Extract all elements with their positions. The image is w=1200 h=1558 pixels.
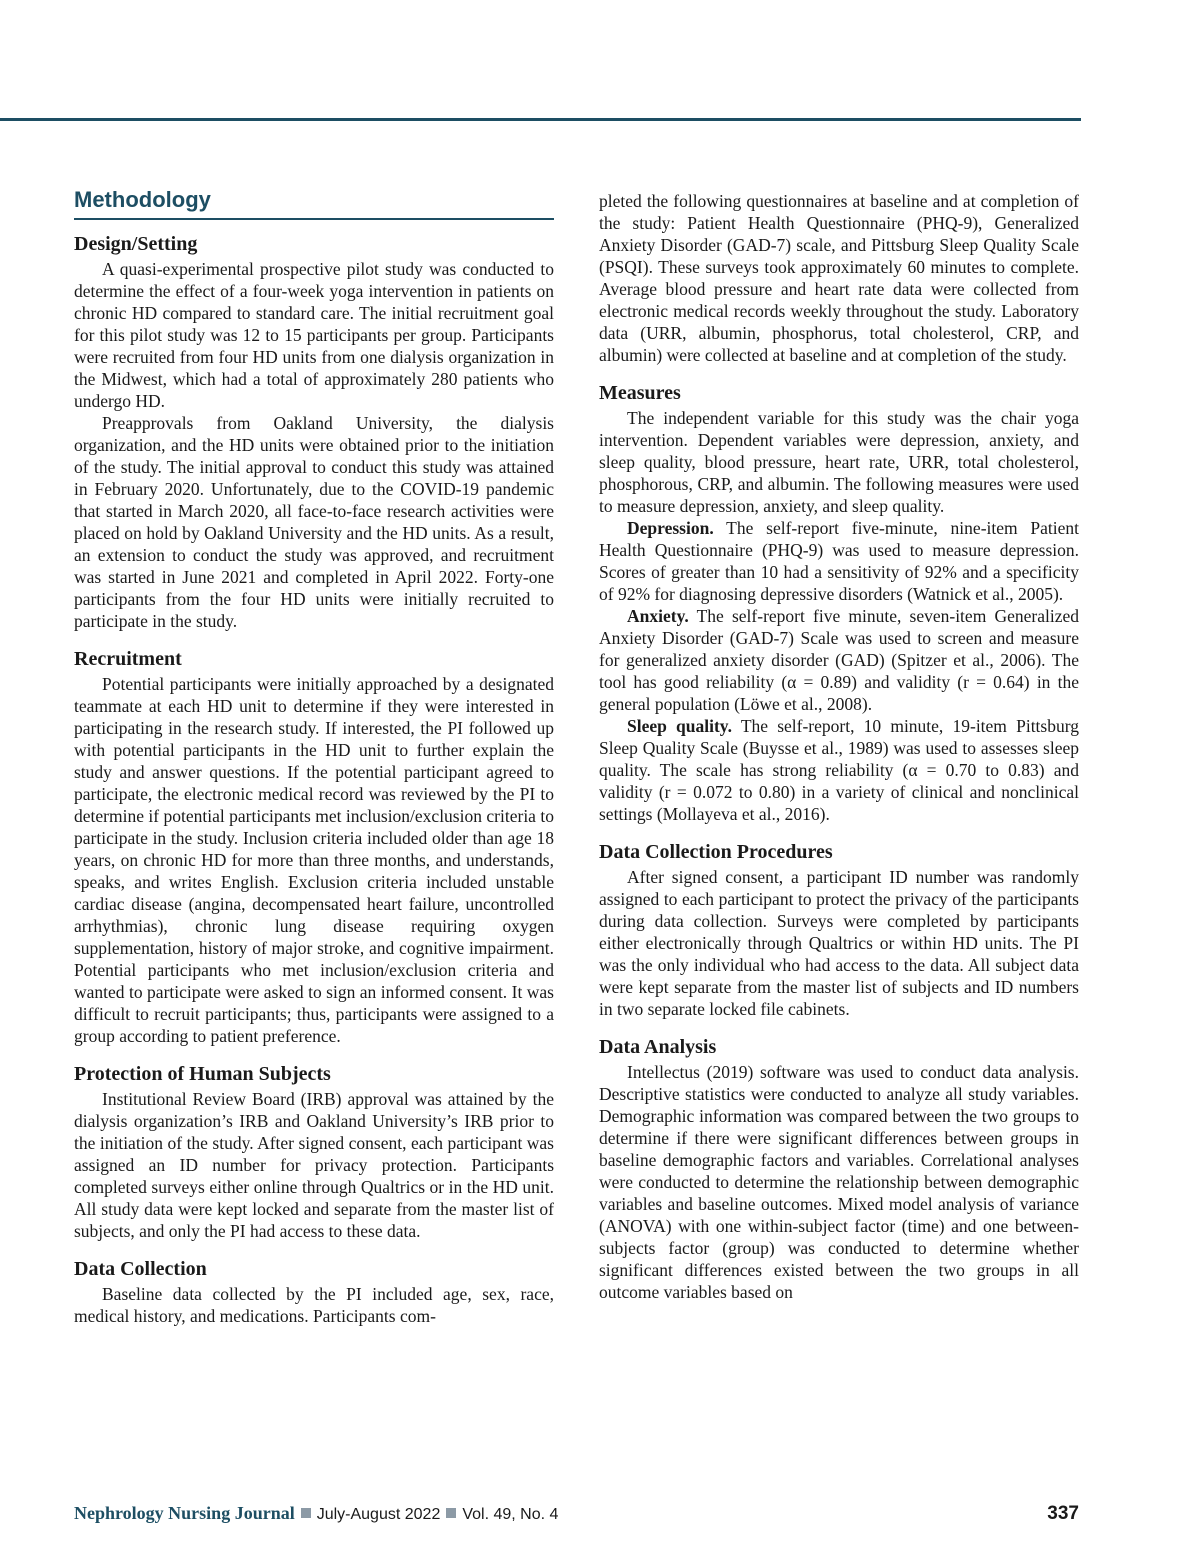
protection-paragraph: Institutional Review Board (IRB) approval was attained by the dialysis organization’s IRB and Oakland University’s IRB prior to the initiation of the study. After signed consent, each participant was assigned an ID number for privacy protection. Participants completed surveys either online through Qualtrics or in the HD unit. All study data were kept locked and separate from the master list of subjects, and only the PI had access to these data. (74, 1089, 554, 1241)
footer-citation (74, 1503, 558, 1524)
depression-paragraph (599, 517, 1079, 605)
issue-date: July-August 2022 (316, 1506, 441, 1523)
sleep-text: The self-report, 10 minute, 19-item Pittsburg Sleep Quality Scale (Buysse et al., 1989) was used to assesses sleep quality. The scale has strong reliability (α = 0.70 to 0.83) and validity (r = 0.072 to 0.80) in a variety of clinical and nonclinical settings (Mollayeva et al., 2016). (599, 716, 1079, 824)
anxiety-label: Anxiety. (627, 606, 689, 626)
procedures-heading: Data Collection Procedures (599, 841, 833, 863)
data-collection-continued: pleted the following questionnaires at baseline and at completion of the study: Patient Health Questionnaire (PHQ-9), Generalized Anxiety Disorder (GAD-7) scale, and Pittsburg Sleep Quality Scale (PSQI). These surveys took approximately 60 minutes to complete. Average blood pressure and heart rate data were collected from electronic medical records weekly throughout the study. Laboratory data (URR, albumin, phosphorus, total cholesterol, CRP, and albumin) were collected at baseline and at completion of the study. (599, 191, 1079, 365)
design-heading: Design/Setting (74, 233, 198, 255)
sleep-label: Sleep quality. (627, 716, 732, 736)
sleep-paragraph (599, 715, 1079, 825)
depression-text: The self-report five-minute, nine-item Patient Health Questionnaire (PHQ-9) was used to measure depression. Scores of greater than 10 had a sensitivity of 92% and a specificity of 92% for diagnosing depressive disorders (Watnick et al., 2005). (599, 518, 1079, 604)
journal-name: Nephrology Nursing Journal (74, 1503, 295, 1523)
page-footer (74, 1503, 1079, 1527)
separator-square-icon (446, 1508, 456, 1518)
recruitment-heading: Recruitment (74, 648, 182, 670)
right-column (599, 190, 1079, 1303)
anxiety-text: The self-report five minute, seven-item Generalized Anxiety Disorder (GAD-7) Scale was used to screen and measure for generalized anxiety disorder (GAD) (Spitzer et al., 2006). The tool has good reliability (α = 0.89) and validity (r = 0.64) in the general population (Löwe et al., 2008). (599, 606, 1079, 714)
analysis-paragraph: Intellectus (2019) software was used to conduct data analysis. Descriptive statistics were conducted to analyze all study variables. Demographic information was compared between the two groups to determine if there were significant differences between groups in baseline demographic factors and variables. Correlational analyses were conducted to determine the relationship between demographic variables and baseline outcomes. Mixed model analysis of variance (ANOVA) with one within-subject factor (time) and one between-subjects factor (group) was conducted to determine whether significant differences existed between the two groups in all outcome variables based on (599, 1062, 1079, 1302)
analysis-heading: Data Analysis (599, 1036, 717, 1058)
anxiety-paragraph (599, 605, 1079, 715)
page-number: 337 (1047, 1503, 1079, 1524)
measures-heading: Measures (599, 382, 681, 404)
protection-heading: Protection of Human Subjects (74, 1063, 331, 1085)
section-title: Methodology (74, 186, 554, 220)
separator-square-icon (301, 1508, 311, 1518)
left-column (74, 186, 554, 1327)
depression-label: Depression. (627, 518, 714, 538)
measures-paragraph: The independent variable for this study was the chair yoga intervention. Dependent variables were depression, anxiety, and sleep quality, blood pressure, heart rate, URR, total cholesterol, phosphorous, CRP, and albumin. The following measures were used to measure depression, anxiety, and sleep quality. (599, 408, 1079, 516)
design-paragraph-1: A quasi-experimental prospective pilot study was conducted to determine the effect of a four-week yoga intervention in patients on chronic HD compared to standard care. The initial recruitment goal for this pilot study was 12 to 15 participants per group. Participants were recruited from four HD units from one dialysis organization in the Midwest, which had a total of approximately 280 patients who undergo HD. (74, 259, 554, 411)
top-rule (0, 118, 1081, 121)
recruitment-paragraph: Potential participants were initially approached by a designated teammate at each HD unit to determine if they were interested in participating in the research study. If interested, the PI followed up with potential participants in the HD unit to further explain the study and answer questions. If the potential participant agreed to participate, the electronic medical record was reviewed by the PI to determine if potential participants met inclusion/exclusion criteria to participate in the study. Inclusion criteria included older than age 18 years, on chronic HD for more than three months, and understands, speaks, and writes English. Exclusion criteria included unstable cardiac disease (angina, decompensated heart failure, uncontrolled arrhythmias), chronic lung disease requiring oxygen supplementation, history of major stroke, and cognitive impairment. Potential participants who met inclusion/exclusion criteria and wanted to participate were asked to sign an informed consent. It was difficult to recruit participants; thus, participants were assigned to a group according to patient preference. (74, 674, 554, 1046)
design-paragraph-2: Preapprovals from Oakland University, the dialysis organization, and the HD units were obtained prior to the initiation of the study. The initial approval to conduct this study was attained in February 2020. Unfortunately, due to the COVID-19 pandemic that started in March 2020, all face-to-face research activities were placed on hold by Oakland University and the HD units. As a result, an extension to conduct the study was approved, and recruitment was started in June 2021 and completed in April 2022. Forty-one participants from the four HD units were initially recruited to participate in the study. (74, 413, 554, 631)
data-collection-paragraph: Baseline data collected by the PI included age, sex, race, medical history, and medications. Participants com- (74, 1284, 554, 1326)
volume-issue: Vol. 49, No. 4 (462, 1506, 559, 1523)
data-collection-heading: Data Collection (74, 1258, 207, 1280)
procedures-paragraph: After signed consent, a participant ID number was randomly assigned to each participant to protect the privacy of the participants during data collection. Surveys were completed by participants either electronically through Qualtrics or within HD units. The PI was the only individual who had access to the data. All subject data were kept separate from the master list of subjects and ID numbers in two separate locked file cabinets. (599, 867, 1079, 1019)
